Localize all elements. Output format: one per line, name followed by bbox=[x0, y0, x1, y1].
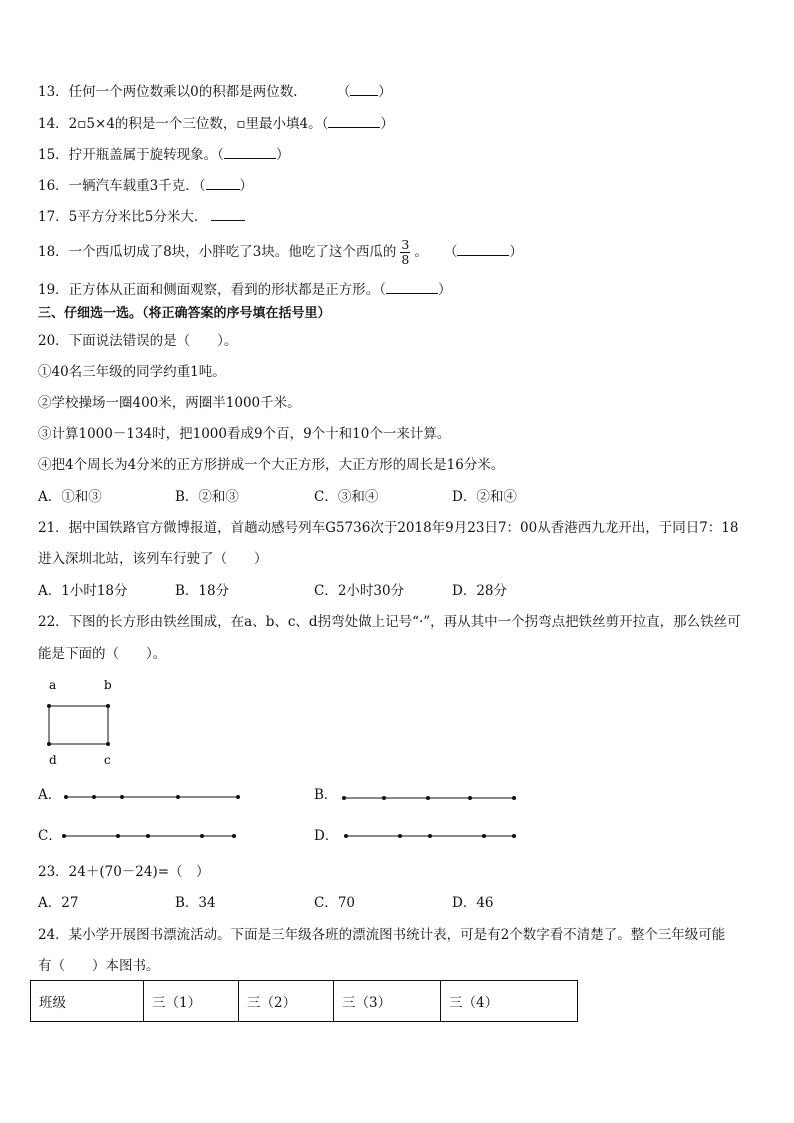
question-14: 14．2▫5×4的积是一个三位数，▫里最小填4。（ ） bbox=[38, 116, 394, 132]
question-14-text: 14．2▫5×4的积是一个三位数，▫里最小填4。（ bbox=[38, 116, 329, 132]
question-19: 19．正方体从正面和侧面观察，看到的形状都是正方形。（ ） bbox=[38, 282, 452, 298]
answer-blank[interactable] bbox=[206, 176, 240, 190]
answer-blank[interactable] bbox=[211, 207, 245, 221]
option-c[interactable]: C．2小时30分 bbox=[314, 583, 405, 599]
answer-blank[interactable] bbox=[328, 114, 380, 128]
wire-option-c bbox=[60, 831, 260, 841]
option-c[interactable]: C． bbox=[38, 828, 62, 844]
option-d[interactable]: D． bbox=[314, 828, 339, 844]
option-d[interactable]: D．28分 bbox=[452, 583, 508, 599]
question-16-text: 16．一辆汽车载重3千克．（ bbox=[38, 178, 206, 194]
rectangle-figure bbox=[40, 676, 160, 771]
rectangle bbox=[49, 706, 108, 744]
table-header-cell: 三（2） bbox=[239, 981, 334, 1022]
wire-option-b bbox=[340, 793, 540, 803]
answer-blank[interactable] bbox=[224, 145, 276, 159]
section-title: 三、仔细选一选。（将正确答案的序号填在括号里） bbox=[38, 306, 331, 321]
question-15: 15．拧开瓶盖属于旋转现象。（ ） bbox=[38, 147, 290, 163]
question-21-line2: 进入深圳北站，该列车行驶了（ ） bbox=[38, 551, 268, 567]
book-stats-table bbox=[30, 980, 578, 1022]
option-c[interactable]: C．③和④ bbox=[314, 489, 379, 505]
question-15-text: 15．拧开瓶盖属于旋转现象。（ bbox=[38, 147, 224, 163]
option-b[interactable]: B． bbox=[314, 787, 338, 803]
question-22-line2: 能是下面的（ ）。 bbox=[38, 646, 167, 662]
question-13-text: 13．任何一个两位数乘以0的积都是两位数． bbox=[38, 84, 307, 100]
corner-dot bbox=[106, 704, 110, 708]
option-b[interactable]: B．②和③ bbox=[175, 489, 239, 505]
question-20-stem: 20．下面说法错误的是（ ）。 bbox=[38, 333, 238, 349]
corner-dot bbox=[106, 742, 110, 746]
option-a[interactable]: A． bbox=[38, 787, 62, 803]
question-18: 18．一个西瓜切成了8块，小胖吃了3块。他吃了这个西瓜的 $\frac{3}{8}$ 。 （ ） bbox=[38, 237, 523, 267]
label-a: a bbox=[49, 678, 57, 692]
table-row bbox=[31, 981, 578, 1022]
option-c[interactable]: C．70 bbox=[314, 895, 356, 911]
statement-2: ②学校操场一圈400米，两圈半1000千米。 bbox=[38, 395, 301, 411]
question-22-line1: 22．下图的长方形由铁丝围成，在a、b、c、d拐弯处做上记号“·”，再从其中一个拐弯点把铁丝剪开拉直，那么铁丝可 bbox=[38, 614, 741, 630]
table-header-cell: 班级 bbox=[31, 981, 144, 1022]
option-b[interactable]: B．18分 bbox=[175, 583, 230, 599]
table-header-cell: 三（4） bbox=[441, 981, 578, 1022]
wire-option-a bbox=[62, 792, 262, 802]
option-a[interactable]: A．27 bbox=[38, 895, 79, 911]
question-23-stem: 23．24＋(70－24)=（ ） bbox=[38, 864, 210, 880]
option-d[interactable]: D．②和④ bbox=[452, 489, 517, 505]
question-16: 16．一辆汽车载重3千克．（ ） bbox=[38, 178, 254, 194]
answer-blank[interactable] bbox=[350, 82, 378, 96]
question-17-text: 17．5平方分米比5分米大． bbox=[38, 209, 208, 225]
statement-1: ①40名三年级的同学约重1吨。 bbox=[38, 364, 226, 380]
label-c: c bbox=[104, 753, 111, 767]
corner-dot bbox=[47, 704, 51, 708]
statement-4: ④把4个周长为4分米的正方形拼成一个大正方形，大正方形的周长是16分米。 bbox=[38, 457, 505, 473]
question-21-line1: 21．据中国铁路官方微博报道，首趟动感号列车G5736次于2018年9月23日7：00从香港西九龙开出，于同日7：18 bbox=[38, 520, 739, 536]
table-header-cell: 三（1） bbox=[144, 981, 239, 1022]
corner-dot bbox=[47, 742, 51, 746]
question-13: 13．任何一个两位数乘以0的积都是两位数． （ ） bbox=[38, 84, 392, 100]
option-a[interactable]: A．1小时18分 bbox=[38, 583, 128, 599]
option-b[interactable]: B．34 bbox=[175, 895, 216, 911]
question-19-text: 19．正方体从正面和侧面观察，看到的形状都是正方形。（ bbox=[38, 282, 386, 298]
table-header-cell: 三（3） bbox=[334, 981, 441, 1022]
wire-option-d bbox=[342, 831, 542, 841]
option-a[interactable]: A．①和③ bbox=[38, 489, 102, 505]
label-b: b bbox=[104, 678, 112, 692]
statement-3: ③计算1000－134时，把1000看成9个百，9个十和10个一来计算。 bbox=[38, 426, 451, 442]
fraction: $\frac{3}{8}$ bbox=[401, 237, 410, 267]
answer-blank[interactable] bbox=[386, 280, 438, 294]
question-18-text: 18．一个西瓜切成了8块，小胖吃了3块。他吃了这个西瓜的 bbox=[38, 244, 397, 260]
option-d[interactable]: D．46 bbox=[452, 895, 494, 911]
question-17 bbox=[38, 207, 245, 226]
label-d: d bbox=[49, 753, 57, 767]
question-24-line1: 24．某小学开展图书漂流活动。下面是三年级各班的漂流图书统计表，可是有2个数字看不清楚了。整个三年级可能 bbox=[38, 927, 726, 943]
question-24-line2: 有（ ）本图书。 bbox=[38, 958, 160, 974]
answer-blank[interactable] bbox=[457, 242, 509, 256]
